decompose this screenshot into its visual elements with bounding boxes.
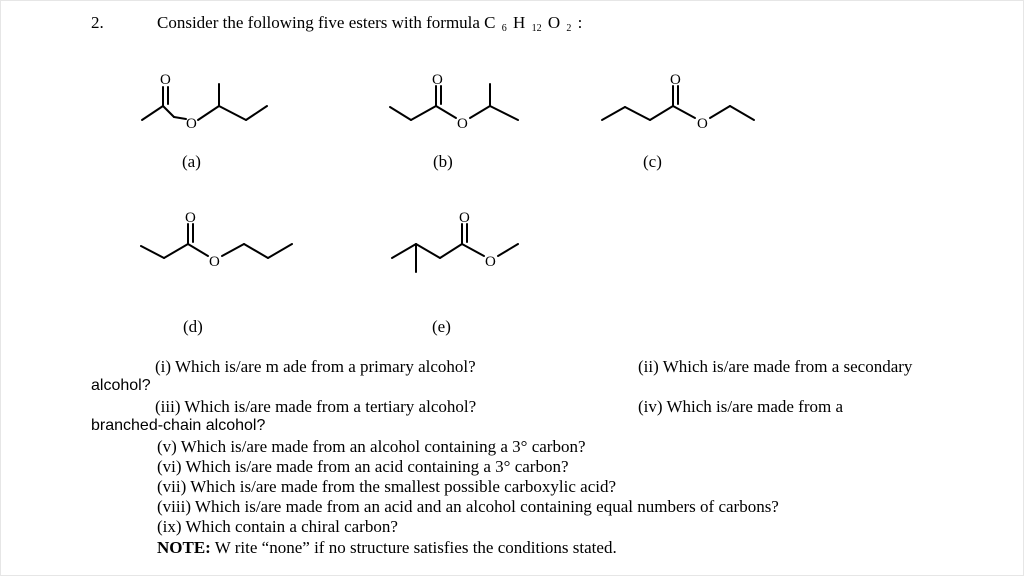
structure-b-carbonyl-o: O [432,72,443,88]
structure-c-ether-o: O [697,116,708,132]
formula-o: O [547,13,561,32]
question-ii-wrap: alcohol? [91,377,151,394]
question-ix: (ix) Which contain a chiral carbon? [157,517,398,536]
structure-c-label: (c) [643,152,662,171]
formula-h-subscript: 12 [531,23,542,34]
question-vii: (vii) Which is/are made from the smallest possible carboxylic acid? [157,477,617,496]
structure-a-ether-o: O [186,116,197,132]
question-iv-wrap: branched-chain alcohol? [91,417,266,434]
question-v: (v) Which is/are made from an alcohol containing a 3° carbon? [157,437,586,456]
question-intro: Consider the following five esters with formula C [157,13,496,32]
question-i: (i) Which is/are m ade from a primary alcohol? [155,357,476,376]
structure-a-carbonyl-o: O [160,72,171,88]
note-text: W rite “none” if no structure satisfies the conditions stated. [210,538,617,557]
question-vi: (vi) Which is/are made from an acid containing a 3° carbon? [157,457,569,476]
note-label: NOTE: [157,538,211,557]
question-iii: (iii) Which is/are made from a tertiary alcohol? [155,397,477,416]
structure-e-label: (e) [432,317,451,336]
structure-b-ether-o: O [457,116,468,132]
question-viii: (viii) Which is/are made from an acid and an alcohol containing equal numbers of carbons? [157,497,779,516]
question-iv: (iv) Which is/are made from a [638,397,844,416]
structure-e-carbonyl-o: O [459,210,470,226]
structure-b-label: (b) [433,152,453,171]
structure-c-carbonyl-o: O [670,72,681,88]
structure-d-ether-o: O [209,254,220,270]
formula-end: : [577,13,583,32]
structure-a-label: (a) [182,152,201,171]
structure-d-label: (d) [183,317,203,336]
question-number: 2. [91,13,104,32]
formula-h: H [513,13,526,32]
note [157,538,617,558]
structure-e-ether-o: O [485,254,496,270]
structure-d-carbonyl-o: O [185,210,196,226]
formula-c-subscript: 6 [501,23,507,34]
formula-o-subscript: 2 [566,23,572,34]
question-ii: (ii) Which is/are made from a secondary [638,357,913,376]
